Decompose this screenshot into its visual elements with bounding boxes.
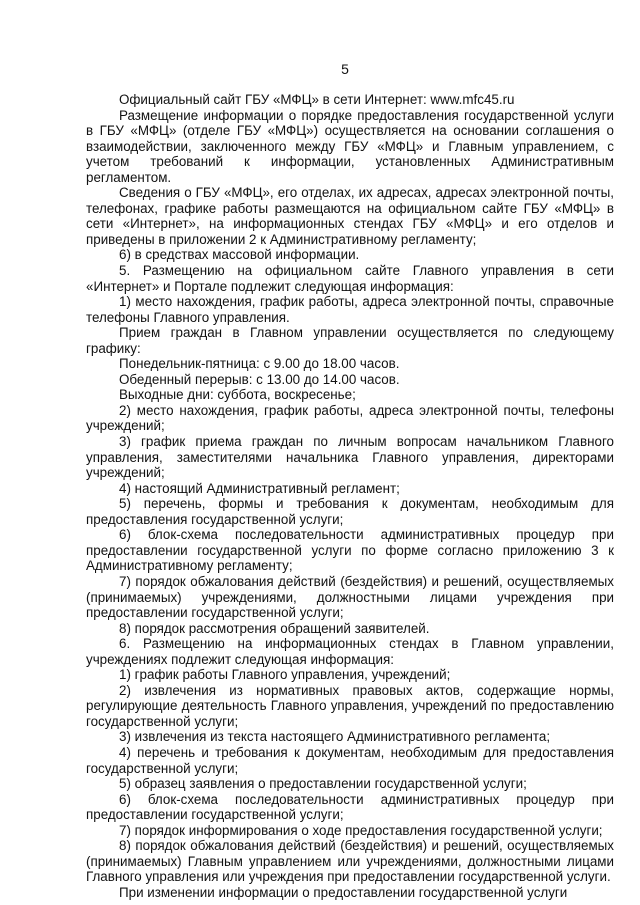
paragraph: Размещение информации о порядке предоставления государственной услуги в ГБУ «МФЦ» (отделе ГБУ «МФЦ») осуществляется на основании соглашения о взаимодействии, заключенного между ГБУ «МФЦ» и Главным управлением, с учетом требований к информации, установленных Административным регламентом. (86, 107, 614, 185)
paragraph: 1) место нахождения, график работы, адреса электронной почты, справочные телефоны Главного управления. (86, 294, 614, 325)
paragraph: 4) перечень и требования к документам, необходимым для предоставления государственной услуги; (86, 744, 614, 776)
paragraph: 3) график приема граждан по личным вопросам начальником Главного управления, заместителями начальника Главного управления, директорами учреждений; (86, 434, 614, 481)
paragraph: 6) в средствах массовой информации. (119, 247, 360, 263)
paragraph: 6) блок-схема последовательности административных процедур при предоставлении государственной услуги по форме согласно приложению 3 к Административному регламенту; (86, 527, 614, 574)
paragraph: Официальный сайт ГБУ «МФЦ» в сети Интернет: www.mfc45.ru (119, 92, 515, 107)
paragraph: При изменении информации о предоставлении государственной услуги (119, 884, 568, 900)
paragraph: 7) порядок информирования о ходе предоставления государственной услуги; (119, 822, 603, 838)
paragraph: 8) порядок рассмотрения обращений заявителей. (119, 620, 430, 636)
paragraph: 6. Размещению на информационных стендах в Главном управлении, учреждениях подлежит следующая информация: (86, 636, 614, 667)
paragraph: Прием граждан в Главном управлении осуществляется по следующему графику: (86, 325, 614, 356)
paragraph: 5) перечень, формы и требования к документам, необходимым для предоставления государственной услуги; (86, 496, 614, 527)
paragraph: 2) место нахождения, график работы, адреса электронной почты, телефоны учреждений; (86, 402, 614, 434)
paragraph: 3) извлечения из текста настоящего Административного регламента; (119, 729, 551, 745)
paragraph: 2) извлечения из нормативных правовых актов, содержащие нормы, регулирующие деятельность Главного управления, учреждений по предоставлению государственной услуги; (86, 682, 614, 729)
paragraph: Понедельник-пятница: с 9.00 до 18.00 часов. (119, 356, 400, 372)
paragraph: Выходные дни: суббота, воскресенье; (119, 387, 356, 403)
paragraph: 5) образец заявления о предоставлении государственной услуги; (119, 776, 527, 792)
paragraph: 5. Размещению на официальном сайте Главного управления в сети «Интернет» и Портале подлежит следующая информация: (86, 263, 614, 294)
paragraph: 7) порядок обжалования действий (бездействия) и решений, осуществляемых (принимаемых) учреждениями, должностными лицами учреждения при предоставлении государственной услуги; (86, 573, 614, 621)
paragraph: Сведения о ГБУ «МФЦ», его отделах, их адресах, адресах электронной почты, телефонах, графике работы размещаются на официальном сайте ГБУ «МФЦ» в сети «Интернет», на информационных стендах ГБУ «МФЦ» и его отделов и приведены в приложении 2 к Административному регламенту; (86, 185, 614, 247)
paragraph: 6) блок-схема последовательности административных процедур при предоставлении государственной услуги; (86, 791, 614, 823)
page-number: 5 (341, 61, 349, 77)
paragraph: 4) настоящий Административный регламент; (119, 480, 400, 496)
document-body (86, 92, 614, 900)
paragraph: 8) порядок обжалования действий (бездействия) и решений, осуществляемых (принимаемых) Главным управлением или учреждениями, должностными лицами Главного управления или учреждения при предоставлении государственной услуги. (86, 838, 614, 885)
paragraph: Обеденный перерыв: с 13.00 до 14.00 часов. (119, 371, 400, 387)
paragraph: 1) график работы Главного управления, учреждений; (119, 667, 451, 683)
